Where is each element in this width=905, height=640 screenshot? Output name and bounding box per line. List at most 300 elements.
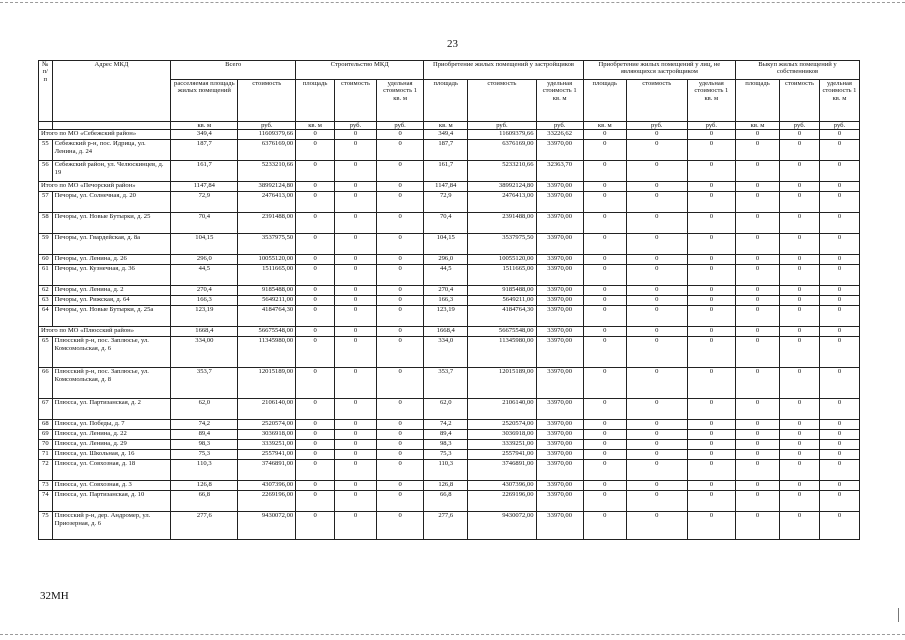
table-row bbox=[39, 306, 860, 327]
row-number: 55 bbox=[39, 140, 53, 161]
row-number: 58 bbox=[39, 213, 53, 234]
value-cell: 0 bbox=[583, 420, 626, 430]
value-cell: 0 bbox=[735, 512, 779, 540]
value-cell: 0 bbox=[376, 213, 423, 234]
address-cell: Плюсса, ул. Совхозная, д. 18 bbox=[52, 460, 171, 481]
value-cell: 0 bbox=[819, 182, 859, 192]
address-cell: Себежский р-н, пос. Идрица, ул. Ленина, д. 24 bbox=[52, 140, 171, 161]
value-cell: 0 bbox=[687, 368, 735, 399]
row-number: 75 bbox=[39, 512, 53, 540]
subcolumn-header: площадь bbox=[424, 80, 468, 122]
value-cell: 0 bbox=[335, 286, 377, 296]
value-cell: 0 bbox=[583, 327, 626, 337]
value-cell: 166,3 bbox=[424, 296, 468, 306]
value-cell: 110,3 bbox=[424, 460, 468, 481]
total-label: Итого по МО «Себежский район» bbox=[39, 130, 171, 140]
value-cell: 33970,00 bbox=[536, 368, 583, 399]
value-cell: 0 bbox=[819, 265, 859, 286]
value-cell: 0 bbox=[819, 512, 859, 540]
subcolumn-header: площадь bbox=[583, 80, 626, 122]
value-cell: 0 bbox=[335, 182, 377, 192]
value-cell: 0 bbox=[376, 192, 423, 213]
value-cell: 0 bbox=[335, 368, 377, 399]
row-number: 72 bbox=[39, 460, 53, 481]
value-cell: 0 bbox=[583, 140, 626, 161]
row-number: 62 bbox=[39, 286, 53, 296]
value-cell: 0 bbox=[335, 337, 377, 368]
value-cell: 33970,00 bbox=[536, 399, 583, 420]
address-header: Адрес МКД bbox=[52, 61, 171, 122]
value-cell: 0 bbox=[735, 265, 779, 286]
table-row bbox=[39, 512, 860, 540]
value-cell: 0 bbox=[735, 306, 779, 327]
value-cell: 12015189,00 bbox=[238, 368, 296, 399]
subcolumn-header: стоимость bbox=[238, 80, 296, 122]
value-cell: 0 bbox=[626, 140, 687, 161]
value-cell: 0 bbox=[780, 255, 820, 265]
value-cell: 38992124,80 bbox=[238, 182, 296, 192]
value-cell: 0 bbox=[626, 161, 687, 182]
unit-cell: руб. bbox=[819, 122, 859, 130]
value-cell: 0 bbox=[687, 192, 735, 213]
value-cell: 0 bbox=[335, 420, 377, 430]
value-cell: 2106140,00 bbox=[468, 399, 536, 420]
value-cell: 0 bbox=[819, 255, 859, 265]
value-cell: 74,2 bbox=[171, 420, 238, 430]
value-cell: 0 bbox=[583, 130, 626, 140]
header-row-units bbox=[39, 122, 860, 130]
address-cell: Печоры, ул. Ленина, д. 26 bbox=[52, 255, 171, 265]
value-cell: 0 bbox=[626, 368, 687, 399]
value-cell: 33970,00 bbox=[536, 182, 583, 192]
value-cell: 56675548,00 bbox=[468, 327, 536, 337]
unit-cell: кв. м bbox=[583, 122, 626, 130]
value-cell: 0 bbox=[376, 161, 423, 182]
unit-cell: руб. bbox=[536, 122, 583, 130]
value-cell: 33970,00 bbox=[536, 420, 583, 430]
value-cell: 0 bbox=[687, 255, 735, 265]
value-cell: 0 bbox=[819, 327, 859, 337]
group-header-construction: Строительство МКД bbox=[296, 61, 424, 80]
subcolumn-header: стоимость bbox=[468, 80, 536, 122]
value-cell: 33970,00 bbox=[536, 306, 583, 327]
value-cell: 0 bbox=[735, 286, 779, 296]
value-cell: 0 bbox=[583, 430, 626, 440]
value-cell: 33970,00 bbox=[536, 255, 583, 265]
value-cell: 1668,4 bbox=[424, 327, 468, 337]
value-cell: 0 bbox=[687, 306, 735, 327]
value-cell: 0 bbox=[335, 296, 377, 306]
value-cell: 0 bbox=[687, 450, 735, 460]
value-cell: 4184764,30 bbox=[238, 306, 296, 327]
subcolumn-header: стоимость bbox=[780, 80, 820, 122]
row-number: 66 bbox=[39, 368, 53, 399]
value-cell: 75,3 bbox=[171, 450, 238, 460]
value-cell: 5233210,66 bbox=[238, 161, 296, 182]
value-cell: 353,7 bbox=[424, 368, 468, 399]
value-cell: 9430072,00 bbox=[238, 512, 296, 540]
value-cell: 0 bbox=[735, 420, 779, 430]
value-cell: 161,7 bbox=[424, 161, 468, 182]
table-row bbox=[39, 481, 860, 491]
row-number: 64 bbox=[39, 306, 53, 327]
value-cell: 0 bbox=[687, 420, 735, 430]
value-cell: 0 bbox=[376, 368, 423, 399]
value-cell: 0 bbox=[735, 255, 779, 265]
housing-table bbox=[38, 60, 860, 540]
value-cell: 2520574,00 bbox=[238, 420, 296, 430]
table-row bbox=[39, 440, 860, 450]
value-cell: 0 bbox=[335, 399, 377, 420]
value-cell: 0 bbox=[626, 491, 687, 512]
value-cell: 0 bbox=[780, 420, 820, 430]
value-cell: 0 bbox=[583, 296, 626, 306]
value-cell: 334,0 bbox=[424, 337, 468, 368]
value-cell: 0 bbox=[626, 265, 687, 286]
total-label: Итого по МО «Печорский район» bbox=[39, 182, 171, 192]
value-cell: 0 bbox=[376, 460, 423, 481]
value-cell: 0 bbox=[376, 440, 423, 450]
unit-cell: кв. м bbox=[296, 122, 335, 130]
value-cell: 0 bbox=[819, 430, 859, 440]
value-cell: 0 bbox=[626, 440, 687, 450]
value-cell: 0 bbox=[735, 460, 779, 481]
value-cell: 353,7 bbox=[171, 368, 238, 399]
value-cell: 349,4 bbox=[171, 130, 238, 140]
page-number: 23 bbox=[447, 38, 458, 50]
value-cell: 187,7 bbox=[424, 140, 468, 161]
bottom-scan-edge bbox=[0, 634, 905, 635]
value-cell: 0 bbox=[626, 213, 687, 234]
value-cell: 10055120,00 bbox=[468, 255, 536, 265]
value-cell: 0 bbox=[780, 399, 820, 420]
table-row bbox=[39, 140, 860, 161]
value-cell: 0 bbox=[626, 306, 687, 327]
value-cell: 123,19 bbox=[171, 306, 238, 327]
value-cell: 1511665,00 bbox=[468, 265, 536, 286]
value-cell: 0 bbox=[296, 161, 335, 182]
unit-cell: руб. bbox=[335, 122, 377, 130]
value-cell: 0 bbox=[735, 296, 779, 306]
value-cell: 5649211,00 bbox=[238, 296, 296, 306]
value-cell: 44,5 bbox=[424, 265, 468, 286]
value-cell: 33970,00 bbox=[536, 327, 583, 337]
value-cell: 296,0 bbox=[424, 255, 468, 265]
value-cell: 0 bbox=[687, 337, 735, 368]
row-number: 56 bbox=[39, 161, 53, 182]
value-cell: 5649211,00 bbox=[468, 296, 536, 306]
value-cell: 0 bbox=[687, 296, 735, 306]
value-cell: 0 bbox=[780, 306, 820, 327]
top-scan-edge bbox=[0, 2, 905, 3]
value-cell: 0 bbox=[780, 192, 820, 213]
table-row bbox=[39, 368, 860, 399]
value-cell: 0 bbox=[296, 327, 335, 337]
value-cell: 0 bbox=[583, 306, 626, 327]
address-cell: Плюсский р-н, пос. Заплюсье, ул. Комсомольская, д. 6 bbox=[52, 337, 171, 368]
value-cell: 0 bbox=[687, 140, 735, 161]
address-cell: Плюсса, ул. Ленина, д. 22 bbox=[52, 430, 171, 440]
value-cell: 0 bbox=[376, 296, 423, 306]
value-cell: 0 bbox=[376, 140, 423, 161]
value-cell: 0 bbox=[735, 213, 779, 234]
value-cell: 0 bbox=[376, 430, 423, 440]
value-cell: 9430072,00 bbox=[468, 512, 536, 540]
value-cell: 0 bbox=[819, 420, 859, 430]
table-row bbox=[39, 450, 860, 460]
value-cell: 5233210,66 bbox=[468, 161, 536, 182]
value-cell: 0 bbox=[296, 306, 335, 327]
value-cell: 0 bbox=[735, 368, 779, 399]
subcolumn-header: стоимость bbox=[626, 80, 687, 122]
row-number: 59 bbox=[39, 234, 53, 255]
value-cell: 0 bbox=[376, 512, 423, 540]
value-cell: 62,0 bbox=[171, 399, 238, 420]
value-cell: 0 bbox=[687, 182, 735, 192]
value-cell: 0 bbox=[376, 491, 423, 512]
row-number: 69 bbox=[39, 430, 53, 440]
value-cell: 0 bbox=[583, 234, 626, 255]
value-cell: 1147,84 bbox=[171, 182, 238, 192]
subcolumn-header: площадь bbox=[735, 80, 779, 122]
value-cell: 6376169,00 bbox=[468, 140, 536, 161]
value-cell: 0 bbox=[626, 286, 687, 296]
value-cell: 0 bbox=[819, 440, 859, 450]
subcolumn-header: стоимость bbox=[335, 80, 377, 122]
value-cell: 0 bbox=[296, 460, 335, 481]
value-cell: 3537975,50 bbox=[238, 234, 296, 255]
value-cell: 0 bbox=[335, 491, 377, 512]
value-cell: 0 bbox=[780, 161, 820, 182]
value-cell: 0 bbox=[583, 337, 626, 368]
value-cell: 0 bbox=[626, 337, 687, 368]
value-cell: 0 bbox=[335, 213, 377, 234]
scan-edge-mark bbox=[898, 608, 899, 622]
value-cell: 0 bbox=[376, 450, 423, 460]
total-row bbox=[39, 130, 860, 140]
value-cell: 0 bbox=[819, 213, 859, 234]
value-cell: 0 bbox=[296, 368, 335, 399]
value-cell: 0 bbox=[735, 192, 779, 213]
value-cell: 0 bbox=[780, 130, 820, 140]
value-cell: 33970,00 bbox=[536, 234, 583, 255]
unit-cell: руб. bbox=[626, 122, 687, 130]
value-cell: 0 bbox=[819, 399, 859, 420]
address-cell: Печоры, ул. Гвардейская, д. 8а bbox=[52, 234, 171, 255]
value-cell: 0 bbox=[819, 337, 859, 368]
value-cell: 0 bbox=[687, 213, 735, 234]
value-cell: 166,3 bbox=[171, 296, 238, 306]
value-cell: 0 bbox=[735, 399, 779, 420]
value-cell: 33970,00 bbox=[536, 460, 583, 481]
value-cell: 2269196,00 bbox=[238, 491, 296, 512]
group-header-owner-buyout: Выкуп жилых помещений у собственников bbox=[735, 61, 859, 80]
value-cell: 0 bbox=[583, 460, 626, 481]
value-cell: 33970,00 bbox=[536, 481, 583, 491]
value-cell: 0 bbox=[296, 481, 335, 491]
value-cell: 2520574,00 bbox=[468, 420, 536, 430]
unit-cell: руб. bbox=[687, 122, 735, 130]
value-cell: 0 bbox=[780, 512, 820, 540]
value-cell: 0 bbox=[687, 491, 735, 512]
value-cell: 3339251,00 bbox=[468, 440, 536, 450]
value-cell: 0 bbox=[335, 512, 377, 540]
value-cell: 0 bbox=[583, 491, 626, 512]
address-cell: Плюсса, ул. Школьная, д. 16 bbox=[52, 450, 171, 460]
unit-cell: руб. bbox=[780, 122, 820, 130]
unit-cell: руб. bbox=[376, 122, 423, 130]
value-cell: 75,3 bbox=[424, 450, 468, 460]
value-cell: 2557941,00 bbox=[238, 450, 296, 460]
unit-cell: кв. м bbox=[171, 122, 238, 130]
table-row bbox=[39, 213, 860, 234]
unit-cell: руб. bbox=[468, 122, 536, 130]
value-cell: 0 bbox=[376, 399, 423, 420]
value-cell: 0 bbox=[376, 182, 423, 192]
value-cell: 0 bbox=[780, 265, 820, 286]
table-row bbox=[39, 337, 860, 368]
table-row bbox=[39, 491, 860, 512]
value-cell: 72,9 bbox=[171, 192, 238, 213]
value-cell: 3746891,00 bbox=[468, 460, 536, 481]
group-header-developer-purchase: Приобретение жилых помещений у застройщиков bbox=[424, 61, 584, 80]
value-cell: 0 bbox=[735, 182, 779, 192]
value-cell: 66,8 bbox=[424, 491, 468, 512]
value-cell: 0 bbox=[335, 450, 377, 460]
value-cell: 0 bbox=[626, 450, 687, 460]
value-cell: 62,0 bbox=[424, 399, 468, 420]
value-cell: 2476413,00 bbox=[468, 192, 536, 213]
value-cell: 70,4 bbox=[171, 213, 238, 234]
value-cell: 0 bbox=[626, 192, 687, 213]
table-row bbox=[39, 460, 860, 481]
row-number: 60 bbox=[39, 255, 53, 265]
value-cell: 0 bbox=[819, 491, 859, 512]
value-cell: 0 bbox=[583, 450, 626, 460]
value-cell: 44,5 bbox=[171, 265, 238, 286]
value-cell: 0 bbox=[735, 140, 779, 161]
value-cell: 4184764,30 bbox=[468, 306, 536, 327]
value-cell: 0 bbox=[376, 481, 423, 491]
value-cell: 0 bbox=[687, 265, 735, 286]
value-cell: 0 bbox=[819, 368, 859, 399]
address-cell: Плюсса, ул. Ленина, д. 29 bbox=[52, 440, 171, 450]
value-cell: 0 bbox=[819, 130, 859, 140]
value-cell: 0 bbox=[376, 286, 423, 296]
value-cell: 0 bbox=[296, 440, 335, 450]
value-cell: 104,15 bbox=[424, 234, 468, 255]
value-cell: 161,7 bbox=[171, 161, 238, 182]
value-cell: 0 bbox=[335, 430, 377, 440]
value-cell: 0 bbox=[780, 296, 820, 306]
value-cell: 0 bbox=[687, 399, 735, 420]
unit-cell: кв. м bbox=[424, 122, 468, 130]
value-cell: 0 bbox=[335, 265, 377, 286]
value-cell: 98,3 bbox=[424, 440, 468, 450]
address-cell: Печоры, ул. Новые Бутырки, д. 25 bbox=[52, 213, 171, 234]
value-cell: 0 bbox=[780, 337, 820, 368]
address-cell: Плюсса, ул. Победы, д. 7 bbox=[52, 420, 171, 430]
value-cell: 0 bbox=[335, 327, 377, 337]
value-cell: 3746891,00 bbox=[238, 460, 296, 481]
value-cell: 0 bbox=[626, 296, 687, 306]
value-cell: 11345980,00 bbox=[468, 337, 536, 368]
value-cell: 0 bbox=[296, 234, 335, 255]
value-cell: 0 bbox=[819, 286, 859, 296]
value-cell: 1511665,00 bbox=[238, 265, 296, 286]
value-cell: 0 bbox=[819, 161, 859, 182]
value-cell: 0 bbox=[819, 460, 859, 481]
value-cell: 0 bbox=[335, 234, 377, 255]
table-body bbox=[39, 130, 860, 540]
value-cell: 0 bbox=[376, 337, 423, 368]
value-cell: 2106140,00 bbox=[238, 399, 296, 420]
table-row bbox=[39, 430, 860, 440]
value-cell: 0 bbox=[376, 327, 423, 337]
value-cell: 0 bbox=[735, 234, 779, 255]
value-cell: 0 bbox=[687, 327, 735, 337]
value-cell: 0 bbox=[583, 512, 626, 540]
table-row bbox=[39, 399, 860, 420]
value-cell: 0 bbox=[819, 450, 859, 460]
value-cell: 334,00 bbox=[171, 337, 238, 368]
value-cell: 10055120,00 bbox=[238, 255, 296, 265]
table-row bbox=[39, 286, 860, 296]
value-cell: 98,3 bbox=[171, 440, 238, 450]
footer-code: 32MH bbox=[40, 590, 69, 602]
value-cell: 0 bbox=[296, 286, 335, 296]
address-cell: Печоры, ул. Новые Бутырки, д. 25а bbox=[52, 306, 171, 327]
total-row bbox=[39, 327, 860, 337]
value-cell: 33970,00 bbox=[536, 192, 583, 213]
value-cell: 0 bbox=[583, 399, 626, 420]
value-cell: 0 bbox=[780, 440, 820, 450]
value-cell: 0 bbox=[296, 420, 335, 430]
value-cell: 123,19 bbox=[424, 306, 468, 327]
total-label: Итого по МО «Плюсский район» bbox=[39, 327, 171, 337]
value-cell: 0 bbox=[296, 450, 335, 460]
value-cell: 0 bbox=[819, 192, 859, 213]
value-cell: 0 bbox=[626, 130, 687, 140]
value-cell: 0 bbox=[626, 460, 687, 481]
value-cell: 11345980,00 bbox=[238, 337, 296, 368]
group-header-nondeveloper-purchase: Приобретение жилых помещений у лиц, не являющихся застройщиком bbox=[583, 61, 735, 80]
value-cell: 0 bbox=[687, 130, 735, 140]
value-cell: 0 bbox=[819, 481, 859, 491]
value-cell: 0 bbox=[296, 213, 335, 234]
value-cell: 349,4 bbox=[424, 130, 468, 140]
address-cell: Плюсса, ул. Совхозная, д. 3 bbox=[52, 481, 171, 491]
subcolumn-header: площадь bbox=[296, 80, 335, 122]
value-cell: 89,4 bbox=[424, 430, 468, 440]
row-number: 63 bbox=[39, 296, 53, 306]
value-cell: 0 bbox=[296, 430, 335, 440]
value-cell: 0 bbox=[335, 255, 377, 265]
table-row bbox=[39, 420, 860, 430]
value-cell: 0 bbox=[780, 460, 820, 481]
value-cell: 0 bbox=[626, 182, 687, 192]
table-row bbox=[39, 296, 860, 306]
value-cell: 0 bbox=[296, 491, 335, 512]
value-cell: 0 bbox=[735, 481, 779, 491]
value-cell: 2391488,00 bbox=[468, 213, 536, 234]
value-cell: 0 bbox=[296, 296, 335, 306]
units-blank-cell bbox=[52, 122, 171, 130]
group-header-total: Всего bbox=[171, 61, 296, 80]
value-cell: 32363,70 bbox=[536, 161, 583, 182]
value-cell: 33970,00 bbox=[536, 296, 583, 306]
value-cell: 0 bbox=[583, 440, 626, 450]
